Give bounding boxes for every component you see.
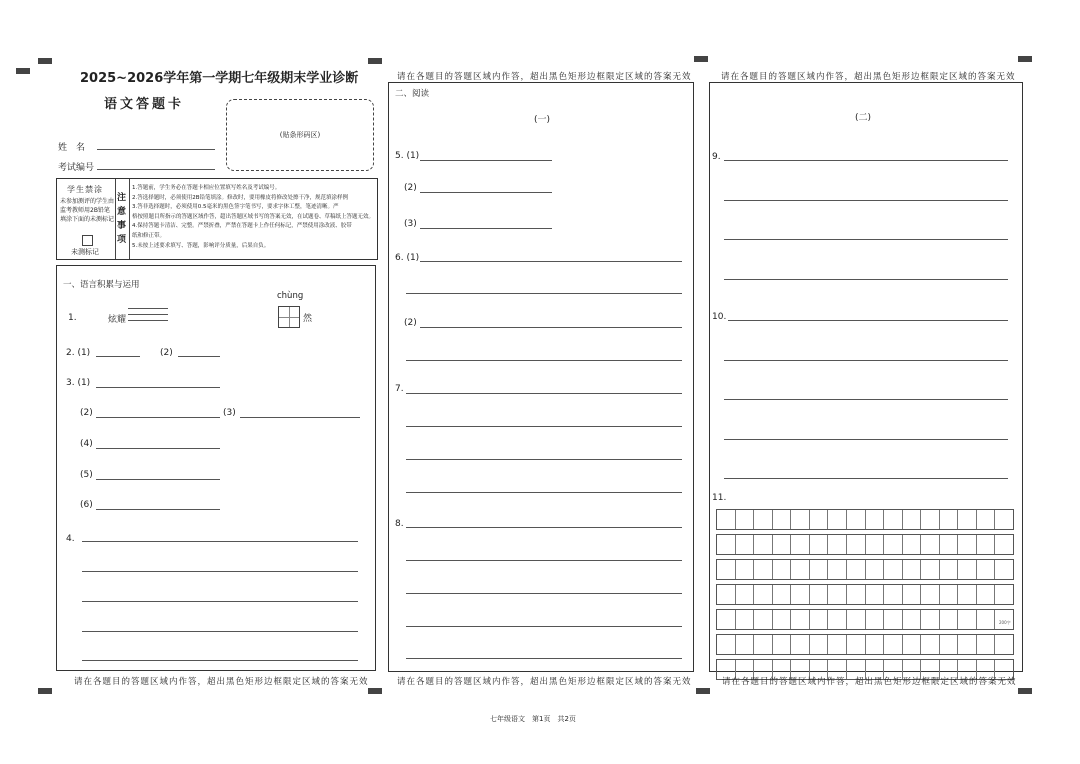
grid-cell[interactable] [791, 585, 810, 604]
grid-cell[interactable] [736, 635, 755, 654]
grid-cell[interactable] [773, 610, 792, 629]
grid-cell[interactable] [866, 535, 885, 554]
grid-cell[interactable] [828, 560, 847, 579]
q10-answer-line[interactable] [724, 360, 1008, 361]
notes-title: 注意事项 [117, 193, 127, 245]
answer-panel-2 [388, 82, 694, 672]
grid-cell[interactable] [810, 535, 829, 554]
grid-cell[interactable] [903, 610, 922, 629]
note-item: 5.未按上述要求填写、答题，影响评分质量，后果自负。 [132, 242, 270, 249]
info-divider [115, 179, 116, 259]
q1-pinyin: chùng [277, 291, 304, 301]
grid-cell[interactable] [940, 510, 959, 529]
q11-label: 11. [712, 493, 727, 503]
q3-5-label: (5) [80, 470, 93, 480]
page-footer: 七年级语文 第1页 共2页 [490, 715, 576, 723]
grid-cell[interactable] [847, 610, 866, 629]
composition-grid[interactable] [716, 509, 1014, 684]
grid-cell[interactable] [847, 635, 866, 654]
grid-cell[interactable] [884, 610, 903, 629]
grid-row [716, 584, 1014, 605]
grid-cell[interactable] [717, 610, 736, 629]
q10-label: 10. [712, 312, 727, 322]
q9-answer-line[interactable] [724, 200, 1008, 201]
q5-2-label: (2) [404, 183, 417, 193]
grid-cell[interactable] [828, 610, 847, 629]
grid-cell[interactable] [847, 510, 866, 529]
q4-label: 4. [66, 534, 75, 544]
q7-answer-line[interactable] [406, 492, 682, 493]
grid-cell[interactable] [921, 510, 940, 529]
grid-cell[interactable] [958, 635, 977, 654]
grid-cell[interactable] [958, 535, 977, 554]
untested-checkbox[interactable] [82, 235, 93, 246]
q2-label: 2. (1) [66, 348, 91, 358]
name-label: 姓 名 [58, 143, 86, 153]
q5-label: 5. (1) [395, 151, 420, 161]
grid-cell[interactable] [958, 585, 977, 604]
word-count-mark: 200字 [999, 620, 1011, 625]
q6-2-label: (2) [404, 318, 417, 328]
name-field[interactable] [97, 149, 215, 150]
grid-cell[interactable] [995, 510, 1013, 529]
grid-row [716, 534, 1014, 555]
grid-cell[interactable] [736, 510, 755, 529]
q6-answer-line[interactable] [420, 327, 682, 328]
grid-cell[interactable] [940, 585, 959, 604]
grid-cell[interactable] [828, 535, 847, 554]
section1-title: 一、语言积累与运用 [63, 280, 140, 290]
grid-row [716, 559, 1014, 580]
grid-cell[interactable] [754, 535, 773, 554]
alignment-mark [38, 688, 52, 694]
grid-cell[interactable] [884, 535, 903, 554]
grid-cell[interactable] [866, 560, 885, 579]
grid-cell[interactable] [736, 610, 755, 629]
part1-label: (一) [534, 115, 551, 125]
q2-answer-line[interactable] [96, 356, 140, 357]
q2b-label: (2) [160, 348, 173, 358]
note-item: 2.答选择题时，必须使用2B铅笔填涂。修改时，要用橡皮将修改处擦干净，规范填涂样例 [132, 194, 349, 201]
grid-cell[interactable] [958, 610, 977, 629]
note-item: 3.答非选择题时，必须使用0.5毫米的黑色签字笔书写，要求字体工整，笔迹清晰。严 [132, 204, 339, 211]
q3-answer-line[interactable] [96, 479, 220, 480]
q8-answer-line[interactable] [406, 626, 682, 627]
grid-cell[interactable] [921, 635, 940, 654]
grid-cell[interactable] [754, 560, 773, 579]
grid-cell[interactable] [810, 610, 829, 629]
grid-cell[interactable] [773, 535, 792, 554]
q1-char-box[interactable] [278, 306, 300, 328]
grid-cell[interactable] [995, 585, 1013, 604]
alignment-mark [368, 58, 382, 64]
q5-3-label: (3) [404, 219, 417, 229]
grid-cell[interactable] [791, 510, 810, 529]
note-item: 1.答题前，学生务必在答题卡相应位置填写姓名及考试编号。 [132, 185, 281, 191]
q1-char-box-guide [279, 317, 299, 318]
q3-answer-line[interactable] [96, 387, 220, 388]
grid-cell[interactable] [754, 610, 773, 629]
grid-cell[interactable] [995, 635, 1013, 654]
grid-cell[interactable] [773, 560, 792, 579]
grid-cell[interactable] [736, 585, 755, 604]
grid-cell[interactable] [940, 610, 959, 629]
notice-bottom-3: 请在各题目的答题区域内作答，超出黑色矩形边框限定区域的答案无效 [722, 677, 1017, 687]
grid-cell[interactable] [866, 635, 885, 654]
q10-answer-line[interactable] [724, 439, 1008, 440]
q7-answer-line[interactable] [406, 393, 682, 394]
grid-cell[interactable] [847, 535, 866, 554]
notice-top-2: 请在各题目的答题区域内作答，超出黑色矩形边框限定区域的答案无效 [397, 72, 692, 82]
exam-number-label: 考试编号 [58, 163, 95, 173]
grid-cell[interactable] [903, 635, 922, 654]
grid-cell[interactable] [977, 585, 996, 604]
q3-answer-line[interactable] [96, 509, 220, 510]
q3-3-label: (3) [223, 408, 236, 418]
q5-answer-line[interactable] [420, 192, 552, 193]
grid-cell[interactable] [884, 585, 903, 604]
grid-cell[interactable] [903, 585, 922, 604]
grid-cell[interactable] [736, 560, 755, 579]
q6-answer-line[interactable] [406, 360, 682, 361]
grid-cell[interactable] [828, 510, 847, 529]
grid-cell[interactable] [884, 510, 903, 529]
grid-cell[interactable] [828, 585, 847, 604]
q3-2-label: (2) [80, 408, 93, 418]
q1-answer-line[interactable] [128, 308, 168, 309]
q4-answer-line[interactable] [82, 601, 358, 602]
q3-answer-line[interactable] [96, 448, 220, 449]
grid-cell[interactable] [791, 635, 810, 654]
q8-answer-line[interactable] [406, 658, 682, 659]
q1-answer-line[interactable] [128, 320, 168, 321]
q9-answer-line[interactable] [724, 160, 1008, 161]
grid-cell[interactable] [717, 535, 736, 554]
grid-cell[interactable] [791, 560, 810, 579]
q4-answer-line[interactable] [82, 571, 358, 572]
grid-cell[interactable] [977, 535, 996, 554]
student-text: 未参加测评的学生由监考教师用2B铅笔填涂下面的未测标记 [60, 198, 115, 223]
grid-cell[interactable] [995, 560, 1013, 579]
grid-cell[interactable] [717, 510, 736, 529]
grid-cell[interactable] [828, 635, 847, 654]
grid-cell[interactable] [773, 510, 792, 529]
alignment-mark [16, 68, 30, 74]
q9-label: 9. [712, 152, 721, 162]
grid-cell[interactable] [754, 585, 773, 604]
q5-answer-line[interactable] [420, 160, 552, 161]
grid-cell[interactable] [847, 585, 866, 604]
q6-answer-line[interactable] [420, 261, 682, 262]
grid-cell[interactable] [773, 585, 792, 604]
q2-answer-line[interactable] [178, 356, 220, 357]
alignment-mark [38, 58, 52, 64]
q4-answer-line[interactable] [82, 541, 358, 542]
section2-title: 二、阅读 [395, 89, 430, 99]
untested-label: 未测标记 [71, 248, 99, 256]
grid-cell[interactable] [995, 535, 1013, 554]
alignment-mark [696, 688, 710, 694]
grid-cell[interactable] [884, 560, 903, 579]
q9-answer-line[interactable] [724, 279, 1008, 280]
exam-number-field[interactable] [97, 169, 215, 170]
grid-cell[interactable] [921, 560, 940, 579]
notes-divider [129, 179, 130, 259]
notice-bottom-1: 请在各题目的答题区域内作答，超出黑色矩形边框限定区域的答案无效 [74, 677, 369, 687]
q1-number: 1. [68, 313, 77, 323]
part2-label: (二) [855, 113, 872, 123]
grid-cell[interactable] [810, 510, 829, 529]
alignment-mark [1018, 688, 1032, 694]
grid-cell[interactable] [847, 560, 866, 579]
grid-cell[interactable] [977, 510, 996, 529]
grid-cell[interactable] [958, 510, 977, 529]
q8-answer-line[interactable] [406, 560, 682, 561]
q3-6-label: (6) [80, 500, 93, 510]
grid-cell[interactable] [977, 610, 996, 629]
grid-cell[interactable] [921, 585, 940, 604]
notes-list [132, 184, 376, 251]
q3-answer-line[interactable] [96, 417, 220, 418]
q6-answer-line[interactable] [406, 293, 682, 294]
barcode-area [226, 99, 374, 171]
grid-cell[interactable] [903, 510, 922, 529]
grid-cell[interactable] [866, 585, 885, 604]
q8-answer-line[interactable] [406, 593, 682, 594]
grid-row [716, 609, 1014, 630]
student-title: 学生禁涂 [67, 185, 103, 194]
q8-label: 8. [395, 519, 404, 529]
grid-cell[interactable] [791, 535, 810, 554]
alignment-mark [1018, 56, 1032, 62]
q3-4-label: (4) [80, 439, 93, 449]
grid-cell[interactable] [736, 535, 755, 554]
q10-answer-line[interactable] [724, 399, 1008, 400]
q3-answer-line[interactable] [240, 417, 360, 418]
note-item: 格按照题目所指示的答题区域作答，超出答题区域书写的答案无效，在试题卷、草稿纸上答题无效。 [132, 213, 375, 220]
info-box [56, 178, 378, 260]
barcode-label: (贴条形码区) [279, 131, 321, 139]
grid-cell[interactable] [958, 560, 977, 579]
grid-cell[interactable] [921, 610, 940, 629]
page-title: 2025~2026学年第一学期七年级期末学业诊断 [80, 71, 359, 86]
q7-answer-line[interactable] [406, 459, 682, 460]
q1-word: 炫耀 [108, 315, 127, 325]
answer-panel-1 [56, 265, 376, 671]
grid-cell[interactable] [940, 560, 959, 579]
grid-cell[interactable] [977, 635, 996, 654]
grid-cell[interactable] [903, 560, 922, 579]
grid-row [716, 634, 1014, 655]
q10-answer-line[interactable] [728, 320, 1008, 321]
q4-answer-line[interactable] [82, 660, 358, 661]
q8-answer-line[interactable] [406, 527, 682, 528]
grid-cell[interactable] [884, 635, 903, 654]
q1-answer-line[interactable] [128, 314, 168, 315]
grid-cell[interactable] [810, 560, 829, 579]
alignment-mark [368, 688, 382, 694]
q9-answer-line[interactable] [724, 239, 1008, 240]
grid-cell[interactable] [717, 585, 736, 604]
grid-cell[interactable] [921, 535, 940, 554]
q7-answer-line[interactable] [406, 426, 682, 427]
grid-cell[interactable] [866, 510, 885, 529]
grid-cell[interactable] [977, 560, 996, 579]
card-subtitle: 语文答题卡 [104, 97, 185, 112]
grid-cell[interactable] [903, 535, 922, 554]
grid-cell[interactable] [810, 585, 829, 604]
q1-char: 然 [303, 314, 313, 324]
q6-label: 6. (1) [395, 253, 420, 263]
grid-cell[interactable] [791, 610, 810, 629]
grid-row [716, 509, 1014, 530]
grid-cell[interactable] [773, 635, 792, 654]
q10-answer-line[interactable] [724, 478, 1008, 479]
q7-label: 7. [395, 384, 404, 394]
q5-answer-line[interactable] [420, 228, 552, 229]
grid-cell[interactable] [717, 560, 736, 579]
grid-cell[interactable] [810, 635, 829, 654]
notice-bottom-2: 请在各题目的答题区域内作答，超出黑色矩形边框限定区域的答案无效 [397, 677, 692, 687]
grid-cell[interactable] [754, 635, 773, 654]
note-item: 4.保持答题卡清洁、完整。严禁折叠，严禁在答题卡上作任何标记，严禁使用涂改液、胶带 [132, 223, 352, 230]
q3-label: 3. (1) [66, 378, 91, 388]
grid-cell[interactable] [940, 635, 959, 654]
grid-cell[interactable] [940, 535, 959, 554]
grid-cell[interactable] [866, 610, 885, 629]
q4-answer-line[interactable] [82, 631, 358, 632]
notice-top-3: 请在各题目的答题区域内作答，超出黑色矩形边框限定区域的答案无效 [721, 72, 1016, 82]
note-item: 纸和修正带。 [132, 232, 166, 239]
grid-cell[interactable] [717, 635, 736, 654]
alignment-mark [694, 56, 708, 62]
grid-cell[interactable] [754, 510, 773, 529]
